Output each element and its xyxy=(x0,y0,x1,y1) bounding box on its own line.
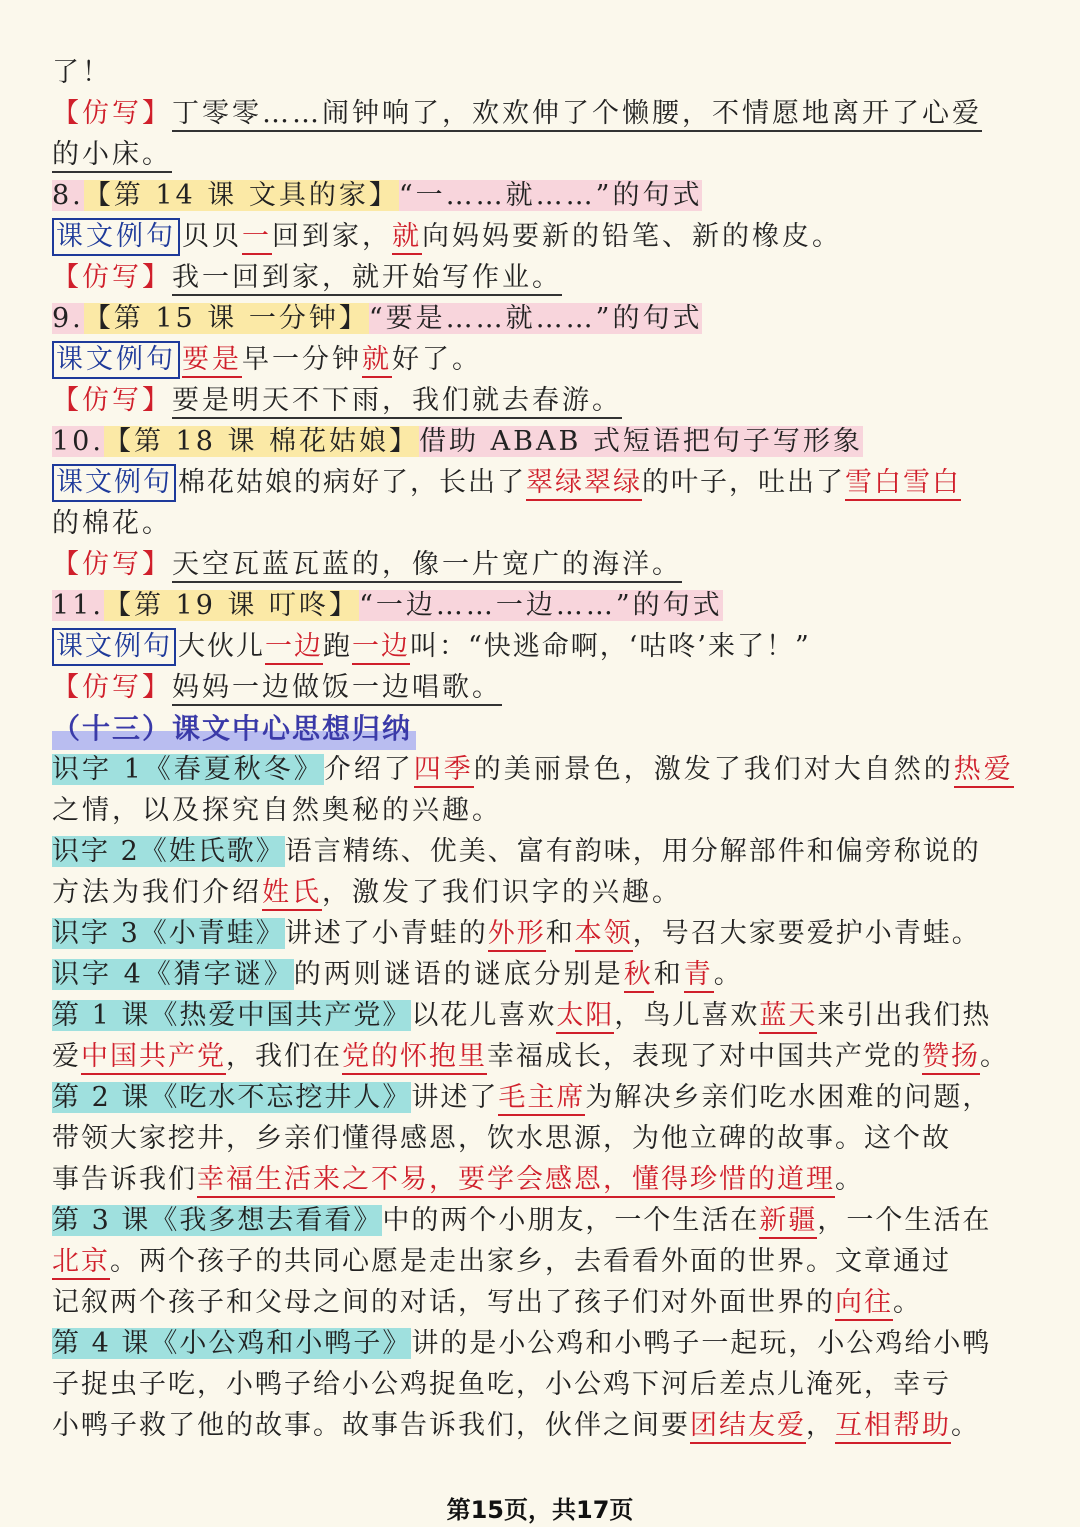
summary-line xyxy=(52,1200,1032,1241)
summary-label: 第 2 课《吃水不忘挖井人》 xyxy=(52,1082,412,1113)
keyword: 热爱 xyxy=(954,754,1014,788)
text: 好了。 xyxy=(392,344,482,375)
text: ，一个生活在 xyxy=(817,1205,992,1236)
summary-label: 第 1 课《热爱中国共产党》 xyxy=(52,1000,412,1031)
item-number: 9. xyxy=(52,303,84,334)
text: ，激发了我们识字的兴趣。 xyxy=(322,877,682,908)
text: 了！ xyxy=(52,57,112,88)
example-line xyxy=(52,339,1032,380)
keyword: 北京 xyxy=(52,1246,110,1280)
imitation-sentence: 妈妈一边做饭一边唱歌。 xyxy=(172,672,502,706)
imitation-line xyxy=(52,544,1032,585)
item-number: 8. xyxy=(52,180,84,211)
summary-line xyxy=(52,913,1032,954)
imitation-sentence: 天空瓦蓝瓦蓝的，像一片宽广的海洋。 xyxy=(172,549,682,583)
summary-label: 第 3 课《我多想去看看》 xyxy=(52,1205,383,1236)
example-line xyxy=(52,626,1032,667)
summary-label: 第 4 课《小公鸡和小鸭子》 xyxy=(52,1328,412,1359)
text: 幸福成长，表现了对中国共产党的 xyxy=(487,1041,922,1072)
text: 和 xyxy=(653,959,684,990)
document-page xyxy=(52,52,1032,1446)
keyword: 中国共产党 xyxy=(81,1041,226,1075)
summary-line xyxy=(52,831,1032,872)
text: 早一分钟 xyxy=(242,344,362,375)
keyword: 姓氏 xyxy=(262,877,322,911)
text: 贝贝 xyxy=(182,221,242,252)
text: 讲的是小公鸡和小鸭子一起玩，小公鸡给小鸭 xyxy=(411,1328,992,1359)
keyword: 太阳 xyxy=(556,1000,614,1034)
page-number-footer: 第15页，共17页 xyxy=(446,1496,634,1524)
text: 跑 xyxy=(323,631,352,662)
keyword: 要是 xyxy=(182,344,242,378)
imitation-sentence: 丁零零……闹钟响了，欢欢伸了个懒腰，不情愿地离开了心爱 xyxy=(172,98,982,132)
text: 。 xyxy=(713,959,744,990)
summary-line xyxy=(52,1241,1032,1282)
keyword: 本领 xyxy=(575,918,633,952)
keyword: 一边 xyxy=(265,631,323,665)
summary-line xyxy=(52,1077,1032,1118)
sentence-pattern: “一……就……”的句式 xyxy=(398,180,703,211)
summary-line xyxy=(52,1036,1032,1077)
lesson-title: 【第 18 课 棉花姑娘】 xyxy=(103,426,420,457)
keyword: 向往 xyxy=(835,1287,893,1321)
text: 向妈妈要新的铅笔、新的橡皮。 xyxy=(422,221,842,252)
example-label: 课文例句 xyxy=(52,628,176,666)
summary-line xyxy=(52,790,1032,831)
text: ，我们在 xyxy=(226,1041,342,1072)
text: 记叙两个孩子和父母之间的对话，写出了孩子们对外面世界的 xyxy=(52,1287,835,1318)
text: 棉花姑娘的病好了，长出了 xyxy=(178,467,526,498)
text: 的美丽景色，激发了我们对大自然的 xyxy=(473,754,954,785)
summary-label: 识字 3《小青蛙》 xyxy=(52,918,285,949)
text: 之情，以及探究自然奥秘的兴趣。 xyxy=(52,795,502,826)
keyword: 互相帮助 xyxy=(835,1410,951,1444)
section-title: （十三）课文中心思想归纳 xyxy=(52,708,416,750)
text: 爱 xyxy=(52,1041,81,1072)
imitation-sentence: 我一回到家，就开始写作业。 xyxy=(172,262,562,296)
text: 。两个孩子的共同心愿是走出家乡，去看看外面的世界。文章通过 xyxy=(110,1246,951,1277)
summary-line xyxy=(52,1323,1032,1364)
text: 。 xyxy=(980,1041,1009,1072)
summary-line xyxy=(52,995,1032,1036)
text: 方法为我们介绍 xyxy=(52,877,262,908)
keyword: 一边 xyxy=(352,631,410,665)
item-number: 11. xyxy=(52,590,104,621)
text: 介绍了 xyxy=(323,754,414,785)
imitation-line xyxy=(52,667,1032,708)
imitation-label: 【仿写】 xyxy=(52,98,172,129)
keyword: 雪白雪白 xyxy=(845,467,961,501)
summary-line xyxy=(52,1118,1032,1159)
section-heading-row xyxy=(52,708,1032,749)
text: 事告诉我们 xyxy=(52,1164,197,1195)
keyword: 赞扬 xyxy=(922,1041,980,1075)
imitation-line xyxy=(52,380,1032,421)
text: 为解决乡亲们吃水困难的问题， xyxy=(585,1082,992,1113)
summary-label: 识字 2《姓氏歌》 xyxy=(52,836,285,867)
text: ， xyxy=(806,1410,835,1441)
sentence-pattern: “一边……一边……”的句式 xyxy=(359,590,723,621)
example-label: 课文例句 xyxy=(52,341,180,379)
keyword: 翠绿翠绿 xyxy=(526,467,642,501)
text: 带领大家挖井，乡亲们懂得感恩，饮水思源，为他立碑的故事。这个故 xyxy=(52,1123,951,1154)
text: 。 xyxy=(893,1287,922,1318)
text: 讲述了小青蛙的 xyxy=(284,918,488,949)
keyword: 一 xyxy=(242,221,272,255)
keyword: 蓝天 xyxy=(759,1000,817,1034)
lesson-heading xyxy=(52,175,1032,216)
text: ，号召大家要爱护小青蛙。 xyxy=(632,918,981,949)
text: 小鸭子救了他的故事。故事告诉我们，伙伴之间要 xyxy=(52,1410,690,1441)
example-line xyxy=(52,216,1032,257)
example-label: 课文例句 xyxy=(52,464,176,502)
lesson-title: 【第 14 课 文具的家】 xyxy=(83,180,399,211)
sentence-pattern: 借助 ABAB 式短语把句子写形象 xyxy=(419,426,863,457)
lesson-heading xyxy=(52,421,1032,462)
summary-line xyxy=(52,954,1032,995)
example-line xyxy=(52,462,1032,503)
imitation-label: 【仿写】 xyxy=(52,385,172,416)
lesson-title: 【第 19 课 叮咚】 xyxy=(103,590,360,621)
imitation-label: 【仿写】 xyxy=(52,672,172,703)
summary-line xyxy=(52,749,1032,790)
text: 。 xyxy=(835,1164,864,1195)
summary-line xyxy=(52,1282,1032,1323)
text: 语言精练、优美、富有韵味，用分解部件和偏旁称说的 xyxy=(284,836,981,867)
keyword: 外形 xyxy=(488,918,546,952)
keyword: 毛主席 xyxy=(498,1082,585,1116)
text: 大伙儿 xyxy=(178,631,265,662)
text: 的两则谜语的谜底分别是 xyxy=(293,959,624,990)
summary-line xyxy=(52,1364,1032,1405)
keyword: 就 xyxy=(392,221,422,255)
summary-line xyxy=(52,1405,1032,1446)
keyword: 秋 xyxy=(624,959,654,993)
keyword: 新疆 xyxy=(759,1205,817,1239)
lesson-title: 【第 15 课 一分钟】 xyxy=(83,303,369,334)
text: 。 xyxy=(951,1410,980,1441)
text: 来引出我们热 xyxy=(817,1000,992,1031)
summary-line xyxy=(52,872,1032,913)
text: 回到家， xyxy=(272,221,392,252)
text: 的棉花。 xyxy=(52,508,172,539)
item-number: 10. xyxy=(52,426,104,457)
imitation-line xyxy=(52,93,1032,134)
lesson-heading xyxy=(52,585,1032,626)
text: 和 xyxy=(545,918,575,949)
keyword: 青 xyxy=(684,959,714,993)
lesson-heading xyxy=(52,298,1032,339)
example-label: 课文例句 xyxy=(52,218,180,256)
text: ，鸟儿喜欢 xyxy=(614,1000,760,1031)
text: 以花儿喜欢 xyxy=(411,1000,557,1031)
text-line xyxy=(52,134,1032,175)
keyword: 就 xyxy=(362,344,392,378)
imitation-sentence: 要是明天不下雨，我们就去春游。 xyxy=(172,385,622,419)
text-line xyxy=(52,52,1032,93)
keyword: 团结友爱 xyxy=(690,1410,806,1444)
sentence-pattern: “要是……就……”的句式 xyxy=(368,303,703,334)
keyword: 四季 xyxy=(414,754,474,788)
text: 中的两个小朋友，一个生活在 xyxy=(382,1205,760,1236)
keyword: 党的怀抱里 xyxy=(342,1041,487,1075)
summary-label: 识字 1《春夏秋冬》 xyxy=(52,754,324,785)
imitation-label: 【仿写】 xyxy=(52,549,172,580)
text: 的叶子，吐出了 xyxy=(642,467,845,498)
summary-line xyxy=(52,1159,1032,1200)
imitation-label: 【仿写】 xyxy=(52,262,172,293)
text: 讲述了 xyxy=(411,1082,499,1113)
text: 叫：“快逃命啊，‘咕咚’来了！” xyxy=(410,631,811,662)
text-line xyxy=(52,503,1032,544)
imitation-line xyxy=(52,257,1032,298)
imitation-sentence-cont: 的小床。 xyxy=(52,139,172,173)
summary-label: 识字 4《猜字谜》 xyxy=(52,959,294,990)
keyword: 幸福生活来之不易，要学会感恩，懂得珍惜的道理 xyxy=(197,1164,835,1198)
text: 子捉虫子吃，小鸭子给小公鸡捉鱼吃，小公鸡下河后差点儿淹死，幸亏 xyxy=(52,1369,951,1400)
